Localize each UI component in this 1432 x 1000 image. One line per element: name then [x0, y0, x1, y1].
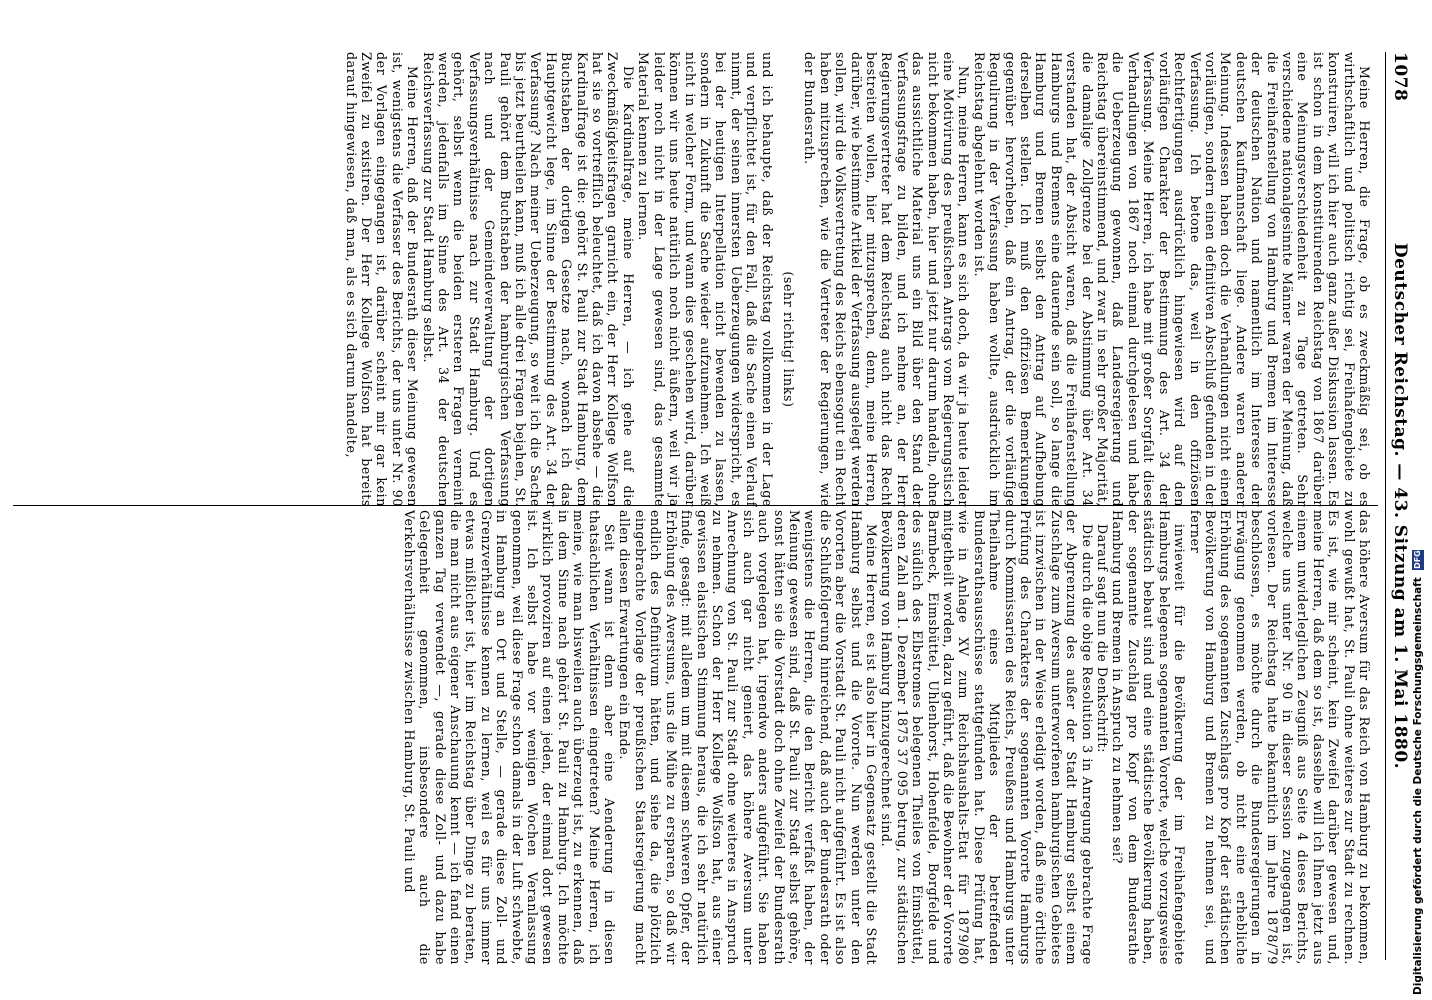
paragraph: Nun, meine Herren, kann es sich doch, da wir ja heute leider eine Motivirung des preußischen Antrags vom Regierungstisch nicht bekommen haben, hier und jetzt nur darum handeln, ohne das aussichtliche Material uns ein Bild über den Stand der Verfassungsfrage zu bilden, und ich nehme an, der Herr Regierungsvertreter hat dem Reichstag auch nicht das Recht bestreiten wollen, hier mitzusprechen, denn, meine Herren, darüber, wie bestimmte Artikel der Verfassung ausgelegt werden sollen, wird die Volksvertretung des Reichs ebensogut ein Recht haben mitzusprechen, wie die Vertreter der Regierungen, wie der Bundesrath.	[802, 52, 972, 507]
paragraph: Meine Herren, es ist also hier in Gegensatz gestellt die Stadt Hamburg selbst und die Vororte. Nun werden unter den Vororten aber die Vorstadt St. Pauli nicht aufgeführt. Es ist also die Schlußfolgerung hinreichend, daß auch der Bundesrath oder wenigstens die Herren, die den Bericht verfaßt haben, der Meinung gewesen sind, daß St. Pauli zur Stadt selbst gehöre, sonst hätten sie die Vorstadt doch ohne Zweifel der Bundesrath auch vorgelegen hat, irgendwo anders aufgeführt. Sie haben sich auch gar nicht geniert, das höhere Aversum unter Anrechnung von St. Pauli zur Stadt ohne weiteres in Anspruch zu nehmen. Schon der Herr Kollege Wolfson hat, aus einer gewissen elastischen Stimmung heraus, die ich sehr natürlich finde, gesagt: mit alledem um mit diesem schweren Opfer, der Erhöhung des Aversums, uns die Mühe zu ersparen, so daß wir endlich des Definitivum hätten, und siehe da, die plötzlich eingebrachte Vorlage der preußischen Staatsregierung macht allen diesen Erwartungen ein Ende.	[617, 510, 879, 965]
paragraph: Die Kardinalfrage, meine Herren, — ich gehe auf die Zweckmäßigkeitsfragen garnicht ein, der Herr Kollege Wolfson hat sie so vortrefflich beleuchtet, daß ich davon absehe — die Kardinalfrage ist die: gehört St. Pauli zur Stadt Hamburg, dem Buchstaben der dortigen Gesetze nach, wonach ich das Hauptgewicht lege, im Sinne der Bestimmung des Art. 34 der Verfassung? Nach meiner Ueberzeugung, so weit ich die Sache bis jetzt beurtheilen kann, muß ich alle drei Fragen bejahen, St. Pauli gehört dem Buchstaben der hamburgischen Verfassung nach und der Gemeindeverwaltung der dortigen Verfassungsverhältnisse nach zur Stadt Hamburg. Und es gehört, selbst wenn die beiden ersteren Fragen verneint werden, jedenfalls im Sinne des Art. 34 der deutschen Reichsverfassung zur Stadt Hamburg selbst.	[420, 52, 636, 507]
page-header	[1385, 52, 1412, 960]
paragraph: das höhere Aversum für das Reich von Hamburg zu bekommen, wohl gewußt hat, St. Pauli ohne weiteres zur Stadt zu rechnen. Es ist, wie mir scheint, kein Zweifel darüber gewesen und, meine Herren, daß dem so ist, dasselbe will ich Ihnen jetzt aus einem unwiderleglichen Zeugniß aus Seite 4 dieses Berichts, welche uns unter Nr. 90 in dieser Session zugegangen ist, vorlesen. Der Reichstag hatte bekanntlich im Jahre 1878/79 beschlossen, es möchte durch die Bundesregierungen in Erwägung genommen werden, ob nicht eine erhebliche Erhöhung des sogenannten Zuschlags pro Kopf der städtischen Bevölkerung von Hamburg und Bremen zu nehmen sei, und ferner	[1187, 510, 1372, 965]
quote-paragraph: Die durch die obige Resolution 3 in Anregung gebrachte Frage der Abgrenzung des außer der Stadt Hamburg selbst einem Zuschlage zum Aversum unterworfenen hamburgischen Gebietes ist inzwischen in der Weise erledigt worden, daß eine örtliche Prüfung des Charakters der sogenannten Vororte Hamburgs durch Kommissarien des Reichs, Preußens und Hamburgs unter Theilnahme eines Mitgliedes der betreffenden Bundesrathsausschüsse stattgefunden hat. Diese Prüfung hat, wie in Anlage XV zum Reichshaushalts-Etat für 1879/80 mitgetheilt worden, dazu geführt, daß die Bewohner der Vororte Barmbeck, Eimsbüttel, Uhlenhorst, Hohenfelde, Borgfelde und des südlich des Elbstromes belegenen Theiles von Eimsbüttel, deren Zahl am 1. Dezember 1875 37 095 betrug, zur städtischen Bevölkerung von Hamburg hinzugerechnet sind.	[879, 510, 1095, 965]
digitization-credit	[1412, 550, 1428, 995]
left-column	[12, 52, 1372, 507]
page-title: Deutscher Reichstag. — 43. Sitzung am 1. Mai 1880.	[1390, 242, 1410, 770]
page-number: 1078	[1390, 52, 1410, 102]
paragraph: und ich behaupte, daß der Reichstag vollkommen in der Lage und verpflichtet ist, für den Fall, daß die Sache einen Verlauf nimmt, der seinen innersten Ueberzeugungen widerspricht, es bei der heutigen Interpellation nicht bewenden zu lassen, sondern in Zukunft die Sache wieder aufzunehmen. Ich weiß nicht in welcher Form, und wann dies geschehen wird, darüber können wir uns heute natürlich noch nicht äußern, weil wir ja leider noch nicht in der Lage gewesen sind, das gesammte Material kennen zu lernen.	[636, 52, 775, 507]
paragraph: Meine Herren, daß der Bundesrath dieser Meinung gewesen ist, wenigstens die Verfasser des Berichts, der uns unter Nr. 90 der Vorlagen eingegangen ist, darüber scheint mir gar kein Zweifel zu existiren. Der Herr Kollege Wolfson hat bereits darauf hingewiesen, daß man, als es sich darum handelte,	[343, 52, 421, 507]
paragraph: Meine Herren, die Frage, ob es zweckmäßig sei, ob es wirthschaftlich und politisch richtig sei, Freihafengebiete zu konstruiren, will ich hier auch ganz außer Diskussion lassen. Es ist schon in dem konstituirenden Reichstag von 1867 darüber eine Meinungsverschiedenheit zu Tage getreten. Sehr verschiedene nationalgesinnte Männer waren der Meinung, daß die Freihafenstellung von Hamburg und Bremen im Interesse der deutschen Nation und namentlich im Interesse der deutschen Kaufmannschaft liege. Andere waren anderer Meinung. Indessen haben doch die Verhandlungen nicht einen vorläufigen, sondern einen definitiven Abschluß gefunden in der Verfassung. Ich betone das, weil in den offiziösen Rechtfertigungen ausdrücklich hingewiesen wird auf den vorläufigen Charakter der Bestimmung des Art. 34 der Verfassung. Meine Herren, ich habe mit großer Sorgfalt diese Verhandlungen von 1867 noch einmal durchgelesen und habe die Ueberzeugung gewonnen, daß Landesregierung und Reichstag übereinstimmend, und zwar in sehr großer Majorität, die damalige Zollgrenze bei der Abstimmung über Art. 34 verstanden hat, der Absicht waren, daß die Freihafenstellung Hamburgs und Bremens eine dauernde sein soll, so lange die Hamburg und Bremen selbst den Antrag auf Aufhebung derselben stellen. Ich muß den offiziösen Bemerkungen gegenüber hervorheben, daß ein Antrag, der die vorläufige Regulirung in der Verfassung haben wollte, ausdrücklich im Reichstag abgelehnt worden ist.	[971, 52, 1372, 507]
credit-text: Digitalisierung gefördert durch die Deutsche Forschungsgemeinschaft	[1412, 577, 1424, 995]
interjection: (sehr richtig! links)	[780, 271, 796, 408]
paragraph: Seit wann ist denn aber eine Aenderung in diesen thatsächlichen Verhältnissen eingetreten? Meine Herren, ich meine, wie man bisweilen auch überzeugt ist, zu erkennen, daß in dem Sinne nach gehört St. Pauli zu Hamburg. Ich möchte wirklich provoziren auf einen jeden, der einmal dort gewesen ist. Ich selbst habe vor wenigen Wochen Veranlassung genommen, weil diese Frage schon damals in der Luft schwebte, in Hamburg an Ort und Stelle, — gerade diese Zoll- und Grenzverhältnisse kennen zu lernen, weil es für uns immer etwas mißlicher ist, hier im Reichstag über Dinge zu beraten, die man nicht aus eigener Anschauung kennt — ich fand einen ganzen Tag verwendet —, gerade diese Zoll- und dazu habe Gelegenheit genommen, insbesondere auch die Verkehrsverhältnisse zwischen Hamburg, St. Pauli und	[401, 510, 618, 965]
quote-paragraph: inwieweit für die Bevölkerung der im Freihafengebiete Hamburgs belegenen sogenannten Vororte, welche vorzugsweise städtisch bebaut sind und eine städtische Bevölkerung haben, der sogenannte Zuschlag pro Kopf von dem Bundesrathe Hamburg und Bremen in Anspruch zu nehmen sei?	[1110, 510, 1188, 965]
right-column	[12, 510, 1372, 965]
dfg-logo-icon: DFG	[1413, 550, 1422, 569]
paragraph: Darauf sagt nun die Denkschrift:	[1095, 524, 1111, 754]
